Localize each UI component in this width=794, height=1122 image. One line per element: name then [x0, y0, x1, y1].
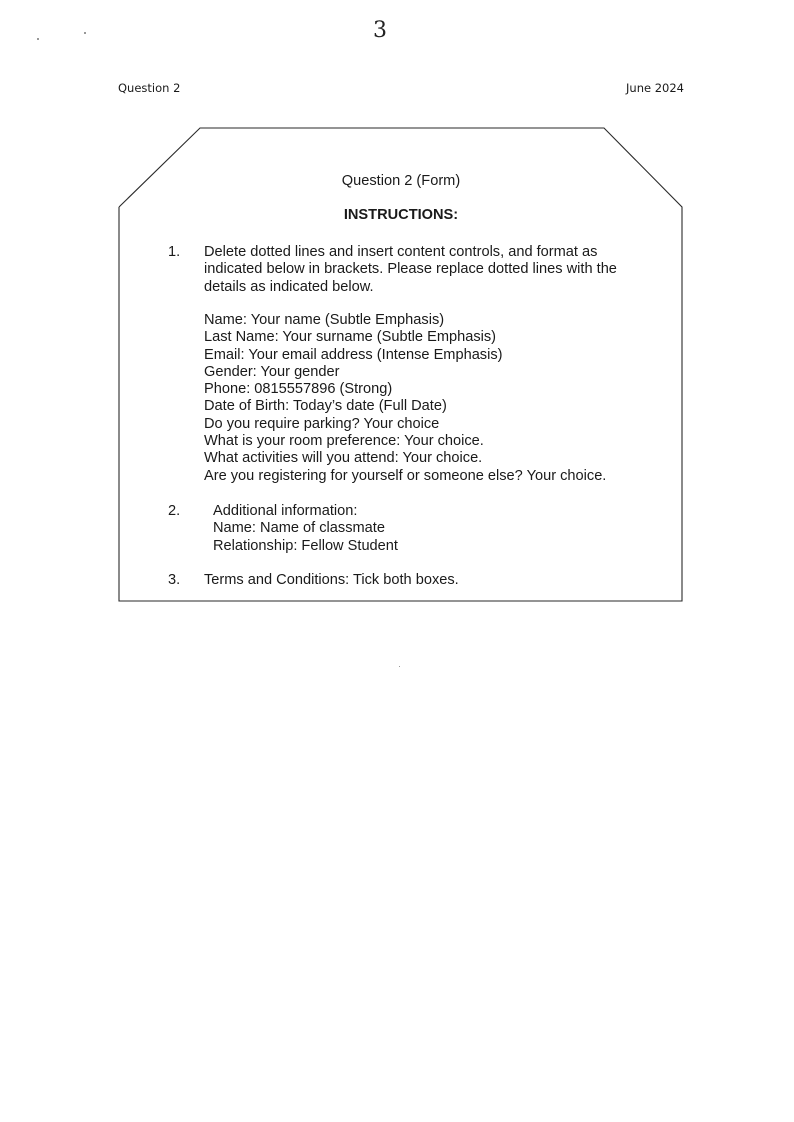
item-2-additional-info	[213, 503, 398, 555]
field-instruction: What is your room preference: Your choice.	[204, 433, 484, 450]
terms-line: Terms and Conditions: Tick both boxes.	[204, 572, 459, 588]
additional-info-line: Name: Name of classmate	[213, 520, 385, 537]
field-instruction: Name: Your name (Subtle Emphasis)	[204, 312, 445, 328]
intro-line: indicated below in brackets. Please replace dotted lines with the	[204, 261, 617, 278]
item-number: 3.	[168, 572, 181, 588]
additional-info-line: Additional information:	[213, 503, 358, 519]
intro-line: details as indicated below.	[204, 278, 374, 295]
field-instruction: Last Name: Your surname (Subtle Emphasis)	[204, 329, 497, 346]
field-instruction: What activities will you attend: Your choice.	[204, 450, 483, 467]
form-title: Question 2 (Form)	[341, 173, 461, 189]
item-3-terms	[204, 572, 459, 589]
header-date: June 2024	[626, 81, 684, 95]
item-number: 1.	[168, 244, 181, 260]
field-instruction: Email: Your email address (Intense Emphasis)	[204, 346, 503, 363]
item-1-field-list	[204, 312, 606, 485]
item-1-intro	[204, 244, 617, 296]
additional-info-line: Relationship: Fellow Student	[213, 537, 398, 554]
item-number: 2.	[168, 503, 181, 519]
field-instruction: Do you require parking? Your choice	[204, 415, 440, 432]
field-instruction: Gender: Your gender	[204, 363, 340, 380]
intro-line: Delete dotted lines and insert content controls, and format as	[204, 244, 598, 260]
field-instruction: Date of Birth: Today’s date (Full Date)	[204, 398, 447, 415]
field-instruction: Phone: 0815557896 (Strong)	[204, 381, 393, 398]
header-question-label: Question 2	[118, 81, 181, 95]
instructions-heading: INSTRUCTIONS:	[343, 207, 459, 223]
page-number: 3	[373, 18, 387, 43]
field-instruction: Are you registering for yourself or someone else? Your choice.	[204, 467, 607, 484]
